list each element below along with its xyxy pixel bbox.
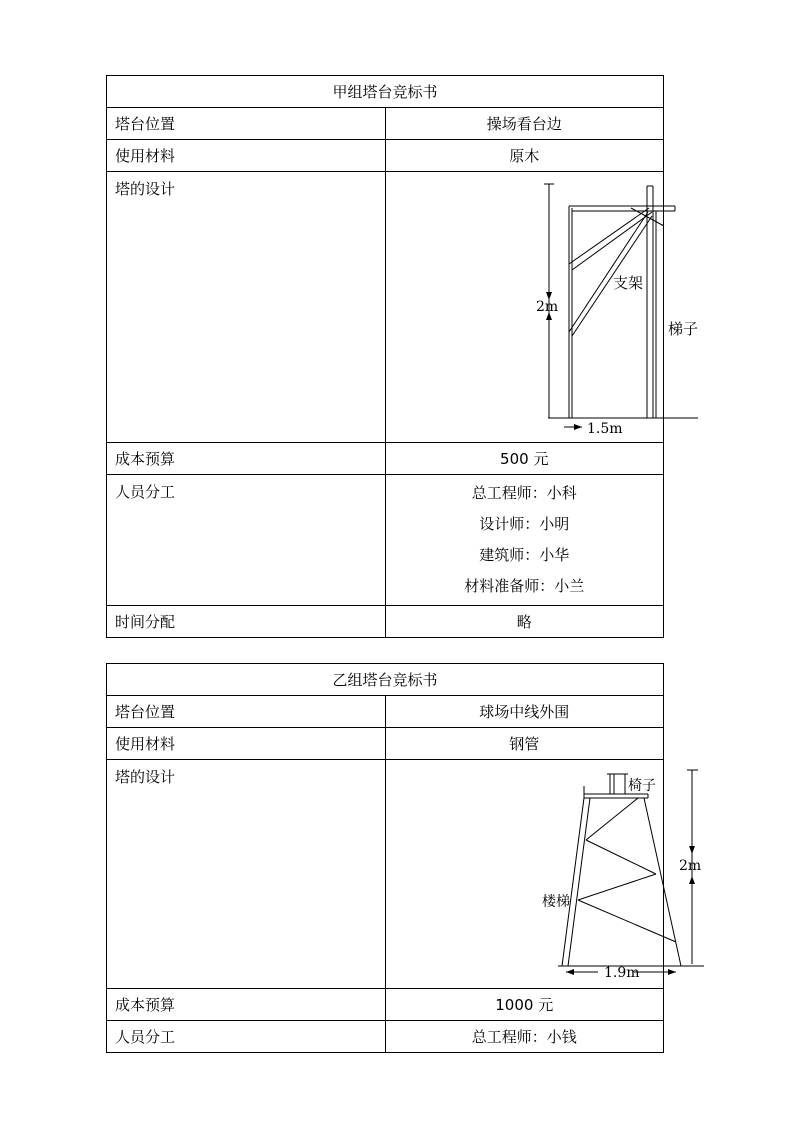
table-b-location-value: 球场中线外围 [385, 696, 664, 728]
table-b-title: 乙组塔台竞标书 [107, 664, 664, 696]
diagram-b-chair-label: 椅子 [627, 778, 656, 794]
diagram-a-support-label: 支架 [612, 274, 643, 292]
diagram-b-stairs-label: 楼梯 [541, 894, 570, 910]
table-b-design-label: 塔的设计 [107, 760, 386, 989]
chair-icon [610, 774, 625, 794]
diagram-a-ladder-label: 梯子 [667, 320, 698, 338]
staff-item: 建筑师：小华 [479, 546, 570, 564]
diagram-a-width-label: 1.5m [586, 421, 623, 437]
staff-item: 总工程师：小科 [471, 484, 577, 502]
table-b-staff-label: 人员分工 [107, 1021, 386, 1053]
table-a-staff-label: 人员分工 [107, 475, 386, 606]
table-b-design-cell [385, 760, 701, 989]
tower-a-diagram [386, 172, 794, 442]
table-b-staff-value: 总工程师：小钱 [385, 1021, 664, 1053]
arrow-up-icon [689, 876, 695, 884]
table-a-design-cell [385, 172, 698, 443]
table-a-budget-label: 成本预算 [107, 443, 386, 475]
table-a-time-value: 略 [385, 606, 664, 638]
table-b-budget-value: 1000 元 [385, 989, 664, 1021]
staff-item: 材料准备师：小兰 [464, 577, 585, 595]
table-a-material-value: 原木 [385, 140, 664, 172]
table-a-location-label: 塔台位置 [107, 108, 386, 140]
table-a-title: 甲组塔台竞标书 [107, 76, 664, 108]
table-a-time-label: 时间分配 [107, 606, 386, 638]
table-a-staff-list [385, 475, 664, 606]
table-a-location-value: 操场看台边 [385, 108, 664, 140]
diagram-b-height-label: 2m [678, 858, 701, 874]
table-b-material-value: 钢管 [385, 728, 664, 760]
arrow-down-icon [689, 846, 695, 854]
tower-b-diagram [386, 760, 794, 988]
staff-item: 设计师：小明 [479, 515, 570, 533]
table-a-budget-value: 500 元 [385, 443, 664, 475]
table-b-location-label: 塔台位置 [107, 696, 386, 728]
bid-table-a [106, 75, 698, 638]
table-b-material-label: 使用材料 [107, 728, 386, 760]
bid-table-b [106, 663, 701, 1053]
table-b-budget-label: 成本预算 [107, 989, 386, 1021]
diagram-b-width-label: 1.9m [603, 965, 640, 981]
arrow-left-icon [566, 969, 574, 975]
table-a-material-label: 使用材料 [107, 140, 386, 172]
table-a-design-label: 塔的设计 [107, 172, 386, 443]
diagram-a-height-label: 2m [535, 299, 558, 315]
arrow-right-icon [668, 969, 676, 975]
